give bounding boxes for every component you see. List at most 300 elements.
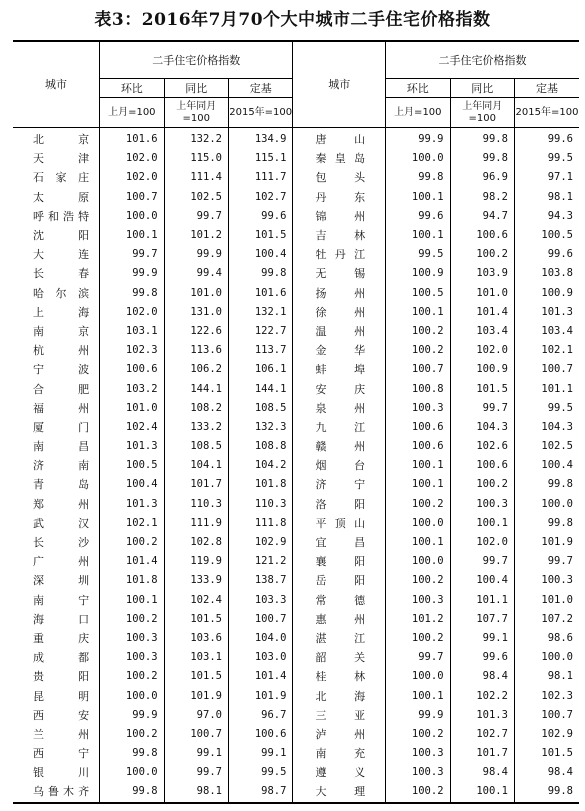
city-name: 徐州 bbox=[293, 303, 386, 322]
table-row bbox=[13, 322, 579, 341]
mom-header: 环比 bbox=[386, 79, 450, 98]
city-name: 南昌 bbox=[33, 440, 90, 454]
mom-value: 103.2 bbox=[100, 379, 164, 398]
mom-value: 99.8 bbox=[100, 284, 164, 303]
fixed-base-value: 101.8 bbox=[228, 475, 292, 494]
city-name: 泉州 bbox=[293, 399, 386, 418]
yoy-value: 102.6 bbox=[450, 437, 514, 456]
yoy-header: 同比 bbox=[164, 79, 228, 98]
city-name: 天津 bbox=[33, 152, 90, 166]
table-row bbox=[13, 744, 579, 763]
yoy-base-label: 上年同月=100 bbox=[450, 98, 514, 128]
yoy-value: 102.2 bbox=[450, 686, 514, 705]
yoy-value: 110.3 bbox=[164, 495, 228, 514]
fixed-base-header: 定基 bbox=[228, 79, 292, 98]
mom-value: 100.3 bbox=[386, 591, 450, 610]
yoy-value: 98.4 bbox=[450, 763, 514, 782]
fixed-base-header: 定基 bbox=[514, 79, 579, 98]
fixed-base-value: 111.7 bbox=[228, 168, 292, 187]
fixed-base-value: 103.0 bbox=[228, 648, 292, 667]
mom-value: 99.9 bbox=[386, 128, 450, 150]
yoy-value: 101.5 bbox=[450, 379, 514, 398]
yoy-value: 94.7 bbox=[450, 207, 514, 226]
city-name: 常德 bbox=[293, 591, 386, 610]
city-name: 西宁 bbox=[33, 747, 90, 761]
fixed-base-value: 103.8 bbox=[514, 264, 579, 283]
table-title: 表3：2016年7月70个大中城市二手住宅价格指数 bbox=[94, 10, 491, 30]
fixed-base-value: 102.9 bbox=[514, 725, 579, 744]
mom-value: 101.4 bbox=[100, 552, 164, 571]
fixed-base-value: 99.6 bbox=[514, 245, 579, 264]
mom-value: 102.0 bbox=[100, 168, 164, 187]
yoy-value: 98.4 bbox=[450, 667, 514, 686]
mom-base-label: 上月=100 bbox=[100, 98, 164, 128]
mom-value: 101.0 bbox=[100, 399, 164, 418]
yoy-value: 103.4 bbox=[450, 322, 514, 341]
city-column-header: 城市 bbox=[13, 41, 100, 128]
yoy-value: 115.0 bbox=[164, 149, 228, 168]
table-row bbox=[13, 341, 579, 360]
yoy-value: 101.5 bbox=[164, 610, 228, 629]
yoy-value: 113.6 bbox=[164, 341, 228, 360]
mom-value: 100.1 bbox=[100, 591, 164, 610]
city-name: 太原 bbox=[33, 190, 90, 204]
mom-value: 100.8 bbox=[386, 379, 450, 398]
yoy-value: 100.9 bbox=[450, 360, 514, 379]
table-row bbox=[13, 245, 579, 264]
fixed-base-value: 108.5 bbox=[228, 399, 292, 418]
mom-value: 100.2 bbox=[386, 725, 450, 744]
fixed-base-value: 122.7 bbox=[228, 322, 292, 341]
yoy-value: 103.1 bbox=[164, 648, 228, 667]
yoy-value: 100.2 bbox=[450, 245, 514, 264]
table-row bbox=[13, 456, 579, 475]
mom-value: 100.2 bbox=[100, 533, 164, 552]
mom-value: 100.1 bbox=[386, 303, 450, 322]
city-name: 成都 bbox=[33, 651, 90, 665]
fixed-base-value: 100.9 bbox=[514, 284, 579, 303]
fixed-base-value: 108.8 bbox=[228, 437, 292, 456]
yoy-value: 102.0 bbox=[450, 341, 514, 360]
city-name: 西安 bbox=[33, 708, 90, 722]
city-name: 唐山 bbox=[293, 128, 386, 150]
mom-value: 103.1 bbox=[100, 322, 164, 341]
fixed-base-value: 99.5 bbox=[228, 763, 292, 782]
mom-value: 100.1 bbox=[386, 456, 450, 475]
mom-value: 100.2 bbox=[386, 629, 450, 648]
table-row bbox=[13, 514, 579, 533]
city-name: 大理 bbox=[293, 782, 386, 802]
fixed-base-value: 111.8 bbox=[228, 514, 292, 533]
yoy-value: 104.3 bbox=[450, 418, 514, 437]
city-name: 岳阳 bbox=[293, 571, 386, 590]
fixed-base-value: 132.3 bbox=[228, 418, 292, 437]
table-row bbox=[13, 437, 579, 456]
city-name: 长春 bbox=[33, 267, 90, 281]
fixed-base-label: 2015年=100 bbox=[514, 98, 579, 128]
yoy-value: 119.9 bbox=[164, 552, 228, 571]
price-index-table bbox=[13, 40, 579, 804]
table-row bbox=[13, 782, 579, 802]
mom-value: 101.8 bbox=[100, 571, 164, 590]
mom-value: 99.6 bbox=[386, 207, 450, 226]
fixed-base-value: 99.1 bbox=[228, 744, 292, 763]
mom-value: 100.3 bbox=[100, 629, 164, 648]
city-name: 福州 bbox=[33, 401, 90, 415]
mom-value: 102.1 bbox=[100, 514, 164, 533]
fixed-base-value: 134.9 bbox=[228, 128, 292, 150]
fixed-base-value: 101.9 bbox=[514, 533, 579, 552]
fixed-base-value: 99.8 bbox=[228, 264, 292, 283]
mom-value: 101.6 bbox=[100, 128, 164, 150]
city-name: 石家庄 bbox=[33, 171, 90, 185]
mom-value: 100.2 bbox=[100, 610, 164, 629]
city-name: 吉林 bbox=[293, 226, 386, 245]
table-row bbox=[13, 128, 579, 150]
yoy-value: 103.9 bbox=[450, 264, 514, 283]
yoy-value: 100.3 bbox=[450, 495, 514, 514]
city-name: 银川 bbox=[33, 766, 90, 780]
table-row bbox=[13, 648, 579, 667]
fixed-base-value: 100.6 bbox=[228, 725, 292, 744]
mom-value: 99.7 bbox=[100, 245, 164, 264]
table-row bbox=[13, 571, 579, 590]
table-row bbox=[13, 495, 579, 514]
fixed-base-value: 100.7 bbox=[514, 360, 579, 379]
city-name: 平顶山 bbox=[293, 514, 386, 533]
yoy-value: 99.1 bbox=[450, 629, 514, 648]
mom-value: 99.8 bbox=[386, 168, 450, 187]
yoy-value: 97.0 bbox=[164, 706, 228, 725]
yoy-value: 133.2 bbox=[164, 418, 228, 437]
fixed-base-value: 98.4 bbox=[514, 763, 579, 782]
fixed-base-value: 99.5 bbox=[514, 149, 579, 168]
mom-value: 100.0 bbox=[386, 552, 450, 571]
mom-value: 100.7 bbox=[100, 188, 164, 207]
table-row bbox=[13, 763, 579, 782]
city-name: 海口 bbox=[33, 612, 90, 626]
fixed-base-value: 99.6 bbox=[514, 128, 579, 150]
yoy-value: 96.9 bbox=[450, 168, 514, 187]
mom-value: 100.1 bbox=[386, 475, 450, 494]
yoy-value: 102.4 bbox=[164, 591, 228, 610]
city-name: 北京 bbox=[33, 133, 90, 147]
city-name: 南京 bbox=[33, 324, 90, 338]
fixed-base-value: 101.9 bbox=[228, 686, 292, 705]
fixed-base-value: 99.6 bbox=[228, 207, 292, 226]
mom-value: 100.2 bbox=[100, 667, 164, 686]
yoy-value: 100.7 bbox=[164, 725, 228, 744]
fixed-base-value: 100.7 bbox=[514, 706, 579, 725]
fixed-base-value: 99.8 bbox=[514, 514, 579, 533]
fixed-base-value: 100.0 bbox=[514, 495, 579, 514]
yoy-value: 100.2 bbox=[450, 475, 514, 494]
mom-value: 100.0 bbox=[386, 514, 450, 533]
mom-value: 100.2 bbox=[100, 725, 164, 744]
city-name: 扬州 bbox=[293, 284, 386, 303]
yoy-value: 101.0 bbox=[164, 284, 228, 303]
mom-value: 100.1 bbox=[386, 188, 450, 207]
yoy-value: 101.9 bbox=[164, 686, 228, 705]
fixed-base-value: 98.6 bbox=[514, 629, 579, 648]
city-name: 广州 bbox=[33, 555, 90, 569]
mom-value: 100.7 bbox=[386, 360, 450, 379]
table-row bbox=[13, 264, 579, 283]
city-name: 安庆 bbox=[293, 379, 386, 398]
fixed-base-value: 102.7 bbox=[228, 188, 292, 207]
table-row bbox=[13, 706, 579, 725]
city-name: 厦门 bbox=[33, 420, 90, 434]
table-row bbox=[13, 686, 579, 705]
city-name: 温州 bbox=[293, 322, 386, 341]
fixed-base-value: 106.1 bbox=[228, 360, 292, 379]
mom-value: 100.9 bbox=[386, 264, 450, 283]
city-name: 包头 bbox=[293, 168, 386, 187]
yoy-value: 132.2 bbox=[164, 128, 228, 150]
fixed-base-value: 99.5 bbox=[514, 399, 579, 418]
table-row bbox=[13, 168, 579, 187]
fixed-base-value: 107.2 bbox=[514, 610, 579, 629]
city-name: 沈阳 bbox=[33, 229, 90, 243]
mom-value: 100.1 bbox=[100, 226, 164, 245]
yoy-value: 99.9 bbox=[164, 245, 228, 264]
yoy-header: 同比 bbox=[450, 79, 514, 98]
table-row bbox=[13, 418, 579, 437]
mom-value: 100.2 bbox=[386, 341, 450, 360]
yoy-value: 108.5 bbox=[164, 437, 228, 456]
city-name: 北海 bbox=[293, 686, 386, 705]
mom-value: 100.6 bbox=[386, 437, 450, 456]
fixed-base-value: 94.3 bbox=[514, 207, 579, 226]
mom-value: 100.0 bbox=[100, 207, 164, 226]
yoy-value: 101.7 bbox=[164, 475, 228, 494]
index-group-header: 二手住宅价格指数 bbox=[386, 41, 579, 79]
yoy-value: 100.6 bbox=[450, 226, 514, 245]
fixed-base-value: 103.3 bbox=[228, 591, 292, 610]
yoy-value: 99.7 bbox=[164, 763, 228, 782]
yoy-value: 99.6 bbox=[450, 648, 514, 667]
fixed-base-value: 101.6 bbox=[228, 284, 292, 303]
fixed-base-value: 99.8 bbox=[514, 475, 579, 494]
fixed-base-value: 103.4 bbox=[514, 322, 579, 341]
mom-value: 101.3 bbox=[100, 495, 164, 514]
mom-value: 101.2 bbox=[386, 610, 450, 629]
mom-value: 102.4 bbox=[100, 418, 164, 437]
yoy-value: 99.7 bbox=[450, 399, 514, 418]
mom-value: 100.4 bbox=[100, 475, 164, 494]
yoy-value: 100.1 bbox=[450, 782, 514, 802]
city-name: 上海 bbox=[33, 305, 90, 319]
city-name: 呼和浩特 bbox=[33, 209, 90, 223]
city-name: 济宁 bbox=[293, 475, 386, 494]
table-row bbox=[13, 360, 579, 379]
mom-value: 99.8 bbox=[100, 744, 164, 763]
fixed-base-value: 101.1 bbox=[514, 379, 579, 398]
city-name: 丹东 bbox=[293, 188, 386, 207]
mom-value: 102.0 bbox=[100, 303, 164, 322]
city-name: 兰州 bbox=[33, 727, 90, 741]
table-row bbox=[13, 629, 579, 648]
city-name: 南充 bbox=[293, 744, 386, 763]
mom-value: 100.3 bbox=[100, 648, 164, 667]
fixed-base-value: 98.1 bbox=[514, 667, 579, 686]
city-name: 无锡 bbox=[293, 264, 386, 283]
city-name: 合肥 bbox=[33, 382, 90, 396]
fixed-base-value: 100.5 bbox=[514, 226, 579, 245]
mom-value: 100.2 bbox=[386, 782, 450, 802]
fixed-base-value: 100.0 bbox=[514, 648, 579, 667]
city-name: 蚌埠 bbox=[293, 360, 386, 379]
city-name: 湛江 bbox=[293, 629, 386, 648]
city-name: 南宁 bbox=[33, 593, 90, 607]
yoy-value: 102.5 bbox=[164, 188, 228, 207]
city-name: 武汉 bbox=[33, 516, 90, 530]
yoy-value: 101.4 bbox=[450, 303, 514, 322]
yoy-value: 101.7 bbox=[450, 744, 514, 763]
mom-value: 100.0 bbox=[386, 667, 450, 686]
yoy-value: 99.7 bbox=[450, 552, 514, 571]
mom-value: 99.7 bbox=[386, 648, 450, 667]
fixed-base-value: 97.1 bbox=[514, 168, 579, 187]
mom-value: 101.3 bbox=[100, 437, 164, 456]
yoy-value: 99.8 bbox=[450, 128, 514, 150]
mom-value: 100.6 bbox=[386, 418, 450, 437]
city-name: 锦州 bbox=[293, 207, 386, 226]
mom-value: 100.2 bbox=[386, 495, 450, 514]
table-row bbox=[13, 207, 579, 226]
fixed-base-value: 102.5 bbox=[514, 437, 579, 456]
city-name: 郑州 bbox=[33, 497, 90, 511]
yoy-value: 104.1 bbox=[164, 456, 228, 475]
index-group-header: 二手住宅价格指数 bbox=[100, 41, 293, 79]
city-name: 金华 bbox=[293, 341, 386, 360]
city-name: 三亚 bbox=[293, 706, 386, 725]
city-name: 哈尔滨 bbox=[33, 286, 90, 300]
fixed-base-value: 100.4 bbox=[514, 456, 579, 475]
mom-value: 99.5 bbox=[386, 245, 450, 264]
mom-value: 100.3 bbox=[386, 744, 450, 763]
fixed-base-value: 98.7 bbox=[228, 782, 292, 802]
fixed-base-value: 132.1 bbox=[228, 303, 292, 322]
table-row bbox=[13, 475, 579, 494]
table-row bbox=[13, 149, 579, 168]
yoy-value: 102.8 bbox=[164, 533, 228, 552]
table-body bbox=[13, 128, 579, 803]
city-name: 宁波 bbox=[33, 363, 90, 377]
fixed-base-value: 102.9 bbox=[228, 533, 292, 552]
yoy-value: 101.5 bbox=[164, 667, 228, 686]
city-name: 烟台 bbox=[293, 456, 386, 475]
table-row bbox=[13, 533, 579, 552]
city-name: 重庆 bbox=[33, 631, 90, 645]
yoy-value: 99.8 bbox=[450, 149, 514, 168]
yoy-value: 99.7 bbox=[164, 207, 228, 226]
yoy-value: 101.2 bbox=[164, 226, 228, 245]
yoy-value: 103.6 bbox=[164, 629, 228, 648]
yoy-value: 98.2 bbox=[450, 188, 514, 207]
city-name: 深圳 bbox=[33, 574, 90, 588]
fixed-base-value: 101.4 bbox=[228, 667, 292, 686]
mom-base-label: 上月=100 bbox=[386, 98, 450, 128]
yoy-value: 107.7 bbox=[450, 610, 514, 629]
mom-value: 100.6 bbox=[100, 360, 164, 379]
mom-header: 环比 bbox=[100, 79, 164, 98]
fixed-base-value: 104.3 bbox=[514, 418, 579, 437]
table-row bbox=[13, 303, 579, 322]
yoy-value: 131.0 bbox=[164, 303, 228, 322]
city-name: 襄阳 bbox=[293, 552, 386, 571]
yoy-value: 101.3 bbox=[450, 706, 514, 725]
fixed-base-value: 110.3 bbox=[228, 495, 292, 514]
fixed-base-value: 100.7 bbox=[228, 610, 292, 629]
fixed-base-value: 101.3 bbox=[514, 303, 579, 322]
yoy-value: 122.6 bbox=[164, 322, 228, 341]
yoy-value: 144.1 bbox=[164, 379, 228, 398]
fixed-base-value: 99.8 bbox=[514, 782, 579, 802]
yoy-value: 101.1 bbox=[450, 591, 514, 610]
yoy-base-label: 上年同月=100 bbox=[164, 98, 228, 128]
city-name: 长沙 bbox=[33, 536, 90, 550]
yoy-value: 99.4 bbox=[164, 264, 228, 283]
fixed-base-value: 99.7 bbox=[514, 552, 579, 571]
yoy-value: 111.9 bbox=[164, 514, 228, 533]
yoy-value: 102.0 bbox=[450, 533, 514, 552]
mom-value: 99.9 bbox=[386, 706, 450, 725]
mom-value: 102.3 bbox=[100, 341, 164, 360]
mom-value: 100.0 bbox=[386, 149, 450, 168]
table-row bbox=[13, 610, 579, 629]
yoy-value: 108.2 bbox=[164, 399, 228, 418]
yoy-value: 100.6 bbox=[450, 456, 514, 475]
city-name: 秦皇岛 bbox=[293, 149, 386, 168]
city-name: 大连 bbox=[33, 248, 90, 262]
table-header bbox=[13, 41, 579, 128]
city-name: 杭州 bbox=[33, 344, 90, 358]
fixed-base-value: 101.5 bbox=[228, 226, 292, 245]
mom-value: 102.0 bbox=[100, 149, 164, 168]
table-row bbox=[13, 552, 579, 571]
fixed-base-value: 104.2 bbox=[228, 456, 292, 475]
table-row bbox=[13, 725, 579, 744]
yoy-value: 106.2 bbox=[164, 360, 228, 379]
city-name: 惠州 bbox=[293, 610, 386, 629]
fixed-base-value: 138.7 bbox=[228, 571, 292, 590]
fixed-base-value: 100.3 bbox=[514, 571, 579, 590]
table-row bbox=[13, 379, 579, 398]
fixed-base-value: 144.1 bbox=[228, 379, 292, 398]
city-name: 贵阳 bbox=[33, 670, 90, 684]
mom-value: 99.9 bbox=[100, 264, 164, 283]
fixed-base-value: 96.7 bbox=[228, 706, 292, 725]
mom-value: 100.5 bbox=[100, 456, 164, 475]
mom-value: 100.2 bbox=[386, 571, 450, 590]
fixed-base-value: 113.7 bbox=[228, 341, 292, 360]
table-row bbox=[13, 591, 579, 610]
table-row bbox=[13, 188, 579, 207]
city-name: 九江 bbox=[293, 418, 386, 437]
yoy-value: 99.1 bbox=[164, 744, 228, 763]
mom-value: 100.1 bbox=[386, 226, 450, 245]
mom-value: 100.2 bbox=[386, 322, 450, 341]
mom-value: 99.8 bbox=[100, 782, 164, 802]
mom-value: 100.5 bbox=[386, 284, 450, 303]
yoy-value: 133.9 bbox=[164, 571, 228, 590]
mom-value: 100.1 bbox=[386, 686, 450, 705]
fixed-base-value: 121.2 bbox=[228, 552, 292, 571]
yoy-value: 100.1 bbox=[450, 514, 514, 533]
fixed-base-value: 102.3 bbox=[514, 686, 579, 705]
city-name: 济南 bbox=[33, 459, 90, 473]
